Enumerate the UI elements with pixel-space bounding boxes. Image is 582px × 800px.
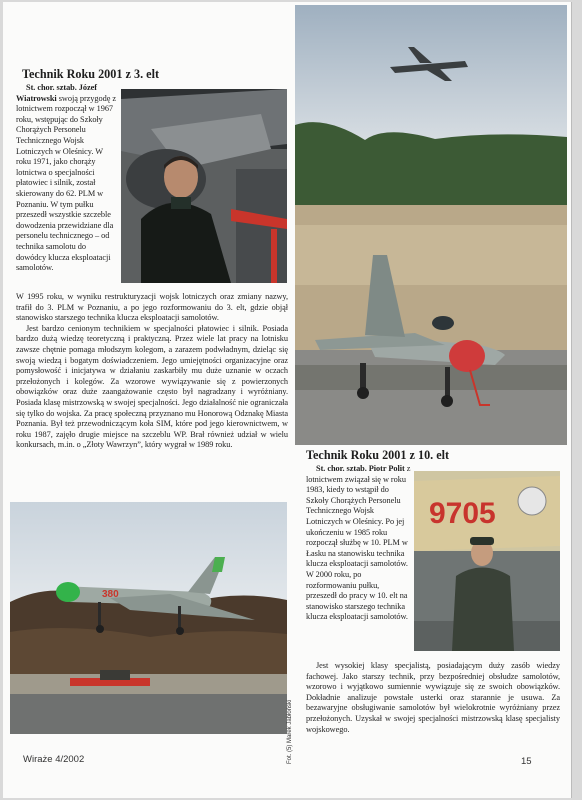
article1-para1-wide: W 1995 roku, w wyniku restrukturyzacji wojsk lotniczych oraz zmiany nazwy, trafił do 3. PLM w Poznaniu, a po jego rozformowaniu do 3. elt, gdzie objął stanowisko starszego technika klucza eksploatacji samolotów.: [16, 292, 288, 323]
article2-byline: St. chor. sztab. Piotr Polit: [316, 464, 405, 473]
technician-by-aircraft-image: [414, 471, 560, 651]
magazine-page: [3, 2, 571, 798]
article1-para2: Jest bardzo cenionym technikiem w specjalności płatowiec i silnik. Posiada bardzo dużą wiedzę teoretyczną i praktyczną. Przez wiele lat pracy na lotnisku zawsze chętnie pomaga młodszym kolegom, a zarazem podwładnym, dzieląc się swoją wiedzą i bogatym doświadczeniem. Jego umiejętności organizacyjne oraz pomysłowość i inicjatywa w działaniu zaskarbiły mu duże uznanie w oczach przełożonych i kolegów. Za wzorowe wywiązywanie się z powierzonych obowiązków oraz duże zaangażowanie często był nagradzany i wyróżniany. Posiada klasę mistrzowską w swojej specjalności. Jego działalność nie ograniczała się tylko do wojska. Za pracę społeczną przyznano mu Honorową Odznakę Miasta Poznania. Był też przewodniczącym koła SIM, które pod jego kierownictwem, w roku 1987, zajęło drugie miejsce na szczeblu WP. Brał również udział w wielu konkursach, m.in. o „Złoty Wawrzyn”, który wygrał w 1989 roku.: [16, 323, 288, 450]
photo-mig21-ground: [295, 5, 567, 445]
aircraft-tail-number: 9705: [429, 497, 496, 530]
photo-credit: Fot. (5) Marek Jabłoński: [287, 699, 293, 764]
mig21-takeoff-image: [10, 502, 287, 734]
mig21-on-runway-image: [295, 5, 567, 445]
article1-body: [16, 292, 288, 451]
article1-byline: St. chor. sztab. Józef Wiatrowski: [16, 83, 97, 103]
article1-intro-column: [16, 83, 118, 274]
footer-magazine: Wiraże 4/2002: [23, 754, 85, 765]
article1-para1-narrow: swoją przygodę z lotnictwem rozpoczął w 1967 roku, wstępując do Szkoły Chorążych Personelu Technicznego Wojsk Lotniczych w Oleśnicy. W roku 1971, jako chorąży lotnictwa o specjalności płatowiec i silnik, został skierowany do 62. PLM w Poznaniu. W tym pułku przeszedł wszystkie szczeble dowodzenia przewidziane dla personelu technicznego – od technika samolotu do dowódcy klucza eksploatacji samolotów.: [16, 93, 116, 273]
article2-para1: z lotnictwem związał się w roku 1983, kiedy to wstąpił do Szkoły Chorążych Personelu Technicznego Wojsk Lotniczych w Oleśnicy. Po jej ukończeniu w 1985 roku rozpoczął służbę w 10. PLM w Łasku na stanowisku technika klucza eksploatacji samolotów. W 2000 roku, po rozformowaniu pułku, przeszedł do pracy w 10. elt na stanowisko starszego technika klucza eksploatacji samolotów.: [306, 464, 411, 622]
photo-polit: [414, 471, 560, 651]
technician-with-jet-image: [121, 89, 287, 283]
article2-body: [306, 661, 560, 735]
article2-para2: Jest wysokiej klasy specjalistą, posiadającym duży zasób wiedzy fachowej. Jako starszy technik, przy bezpośredniej obsłudze samolotów, wzorowo i wyjątkowo sumiennie wywiązuje się ze swoich obowiązków. Dokładnie analizuje powstałe usterki oraz starannie je usuwa. Za bezawaryjne obsługiwanie samolotów był wielokrotnie wyróżniany przez przełożonych. Uzyskał w swojej specjalności mistrzowską klasę specjalisty wojskowego.: [306, 661, 560, 734]
photo-mig21-takeoff: [10, 502, 287, 734]
photo-wiatrowski: [121, 89, 287, 283]
footer-page-number: 15: [521, 756, 532, 767]
article1-title: Technik Roku 2001 z 3. elt: [22, 67, 160, 81]
article2-intro-column: [306, 464, 412, 623]
article2-title: Technik Roku 2001 z 10. elt: [306, 448, 450, 462]
aircraft-number-mark: 380: [102, 589, 119, 600]
